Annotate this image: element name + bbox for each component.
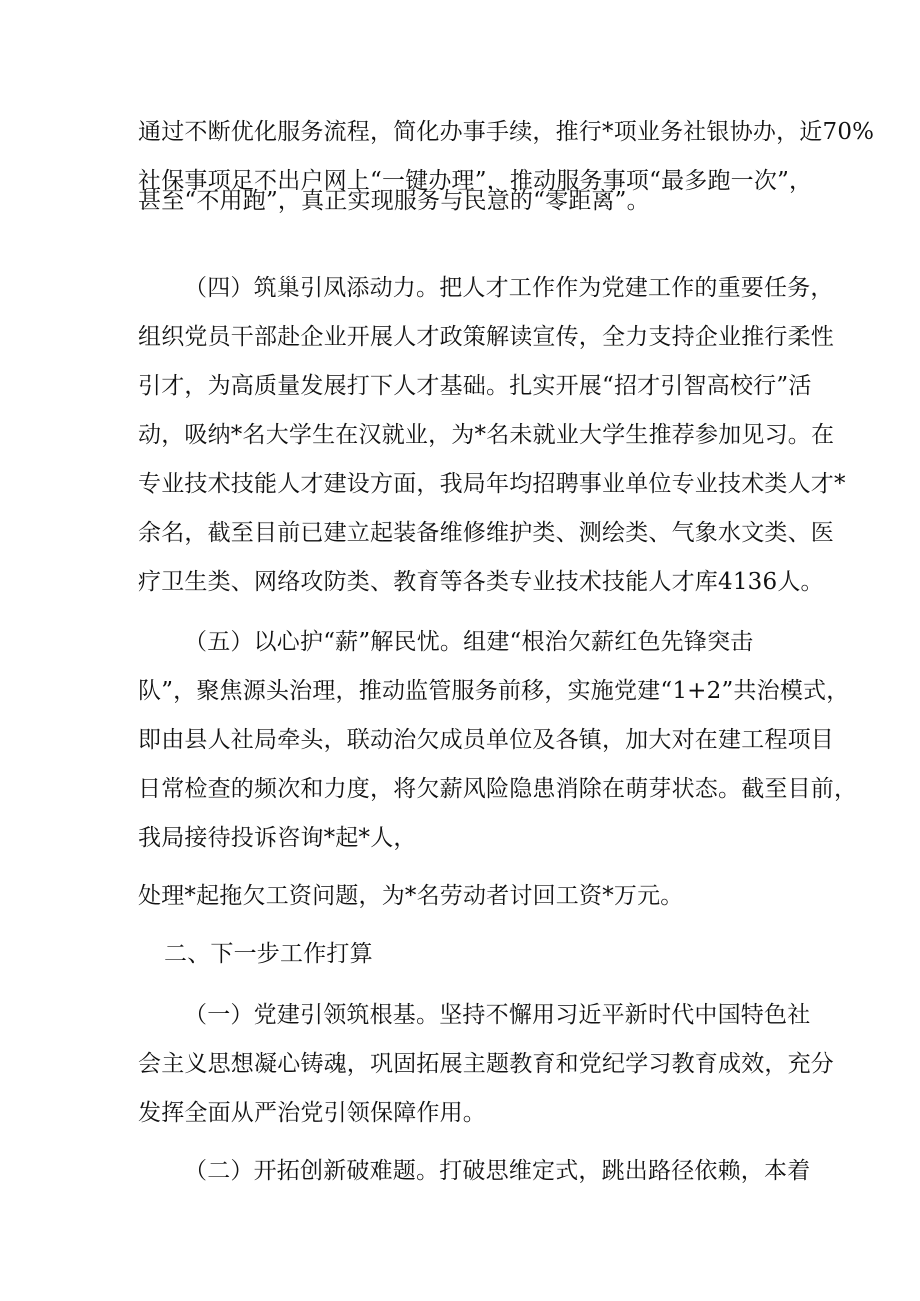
text-line: 我局接待投诉咨询*起*人， [138, 825, 417, 851]
text-line: 处理*起拖欠工资问题，为*名劳动者讨回工资*万元。 [138, 883, 684, 909]
text-line: 组织党员干部赴企业开展人才政策解读宣传，全力支持企业推行柔性 [138, 324, 834, 350]
text-line: 即由县人社局牵头，联动治欠成员单位及各镇，加大对在建工程项目 [138, 727, 834, 753]
text-line: （一）党建引领筑根基。坚持不懈用习近平新时代中国特色社 [184, 1002, 811, 1028]
text-line: 专业技术技能人才建设方面，我局年均招聘事业单位专业技术类人才* [138, 471, 846, 497]
text-line: 发挥全面从严治党引领保障作用。 [138, 1100, 486, 1126]
text-line: 疗卫生类、网络攻防类、教育等各类专业技术技能人才库4136人。 [138, 569, 824, 595]
text-line: 引才，为高质量发展打下人才基础。扎实开展“招才引智高校行”活 [138, 373, 812, 399]
text-line: （二）开拓创新破难题。打破思维定式，跳出路径依赖，本着 [184, 1158, 811, 1184]
text-line: 日常检查的频次和力度，将欠薪风险隐患消除在萌芽状态。截至目前， [138, 776, 858, 802]
text-line: 社保事项足不出户网上“一键办理”，推动服务事项“最多跑一次”， [138, 168, 813, 194]
text-line: 甚至“不用跑”，真正实现服务与民意的“零距离”。 [138, 188, 650, 214]
text-line: 余名，截至目前已建立起装备维修维护类、测绘类、气象水文类、医 [138, 520, 834, 546]
text-line: （四）筑巢引凤添动力。把人才工作作为党建工作的重要任务， [184, 275, 834, 301]
text-line: 动，吸纳*名大学生在汉就业，为*名未就业大学生推荐参加见习。在 [138, 422, 835, 448]
text-line: 会主义思想凝心铸魂，巩固拓展主题教育和党纪学习教育成效，充分 [138, 1051, 834, 1077]
text-line: 通过不断优化服务流程，简化办事手续，推行*项业务社银协办，近70% [138, 119, 875, 145]
text-line: 队”，聚焦源头治理，推动监管服务前移，实施党建“1+2”共治模式， [138, 678, 850, 704]
text-line: （五）以心护“薪”解民忧。组建“根治欠薪红色先锋突击 [184, 629, 754, 655]
section-title: 二、下一步工作打算 [164, 941, 373, 967]
